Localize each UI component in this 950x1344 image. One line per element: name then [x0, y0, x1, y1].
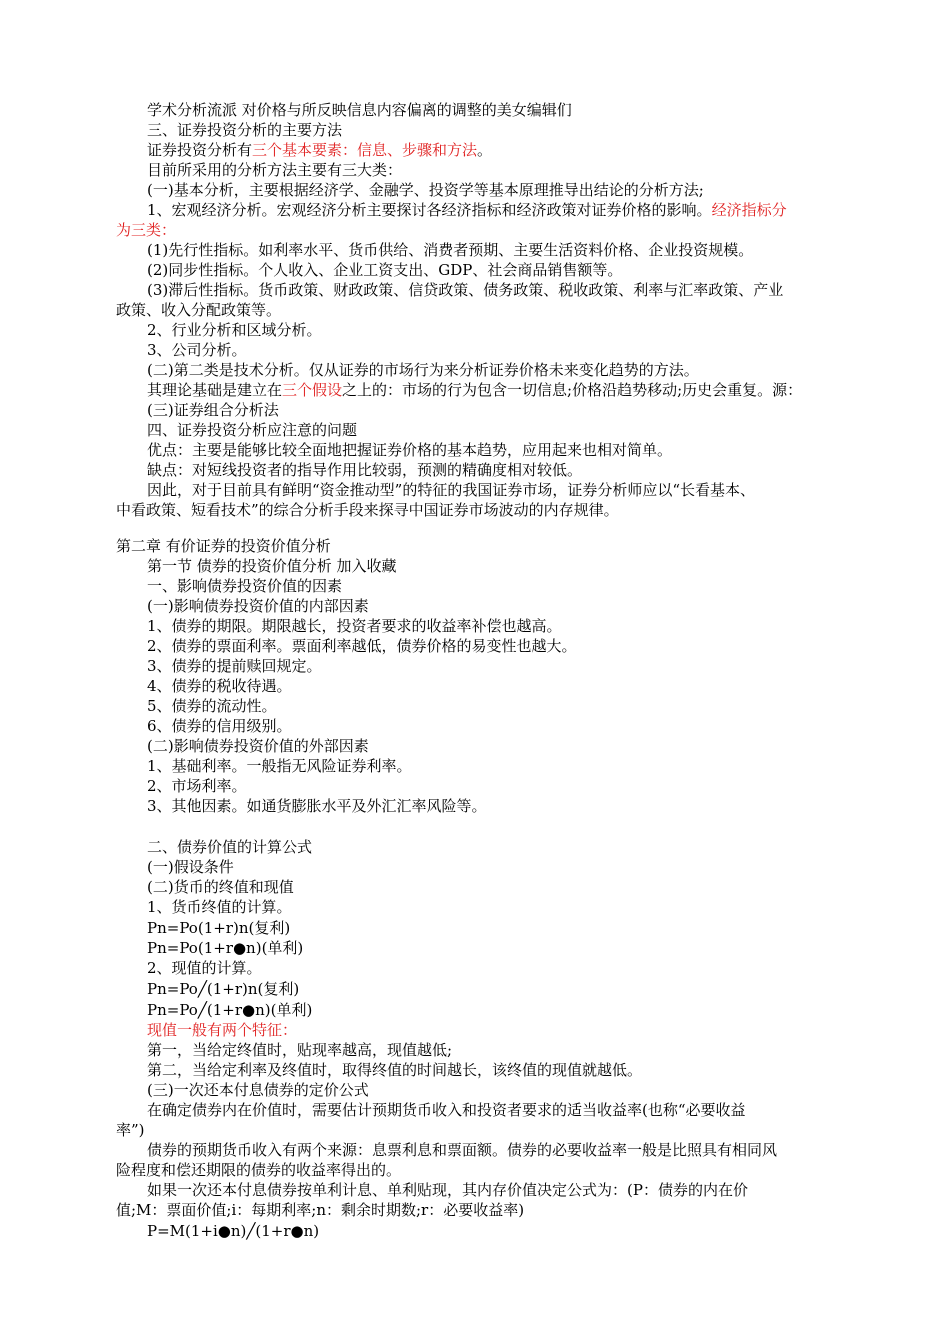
text-run: 第二章 有价证券的投资价值分析 [116, 537, 331, 555]
text-line [116, 1160, 401, 1180]
text-run: Pn=Po(1+r●n)(单利) [147, 939, 304, 957]
text-line [147, 400, 279, 420]
text-run: 之上的：市场的行为包含一切信息;价格沿趋势移动;历史会重复。源： [342, 381, 803, 399]
text-line [147, 897, 292, 917]
text-line [147, 857, 234, 877]
text-run: (三)一次还本付息债券的定价公式 [147, 1081, 369, 1099]
text-run: 目前所采用的分析方法主要有三大类： [147, 161, 403, 179]
text-run: (一)假设条件 [147, 858, 234, 876]
text-line [147, 616, 562, 636]
text-line [147, 796, 487, 816]
text-line [147, 1060, 642, 1080]
text-run: Pn=Po╱(1+r)n(复利) [147, 980, 300, 998]
text-line [147, 1180, 748, 1200]
text-line [147, 958, 262, 978]
text-run: (1)先行性指标。如利率水平、货币供给、消费者预期、主要生活资料价格、企业投资规模。 [147, 241, 754, 259]
text-line [147, 776, 247, 796]
text-line [116, 500, 619, 520]
text-line [147, 140, 492, 160]
text-line [147, 676, 292, 696]
text-run: 险程度和偿还期限的债券的收益率得出的。 [116, 1161, 402, 1179]
text-line [147, 100, 572, 120]
text-run: 1、货币终值的计算。 [147, 898, 292, 916]
text-run: 如果一次还本付息债券按单利计息、单利贴现，其内存价值决定公式为：(P：债券的内在价 [147, 1181, 748, 1199]
highlighted-text: 现值一般有两个特征： [147, 1021, 298, 1039]
text-line [116, 1120, 145, 1140]
section-heading [147, 420, 357, 440]
section-heading [147, 120, 342, 140]
text-run: (二)第二类是技术分析。仅从证券的市场行为来分析证券价格未来变化趋势的方法。 [147, 361, 699, 379]
text-line [147, 320, 322, 340]
text-line [116, 300, 281, 320]
section-heading [147, 556, 397, 576]
formula-line [147, 918, 290, 938]
text-line [147, 756, 412, 776]
text-run: Pn=Po(1+r)n(复利) [147, 919, 291, 937]
text-run: 缺点：对短线投资者的指导作用比较弱，预测的精确度相对较低。 [147, 461, 583, 479]
highlighted-text: 为三类： [116, 221, 177, 239]
text-line [147, 636, 577, 656]
text-run: 率”) [116, 1121, 145, 1139]
text-line [147, 716, 292, 736]
text-run: 6、债券的信用级别。 [147, 717, 292, 735]
text-run: 1、基础利率。一般指无风险证券利率。 [147, 757, 412, 775]
text-run: 2、市场利率。 [147, 777, 247, 795]
text-run: 值;M：票面价值;i：每期利率;n：剩余时期数;r：必要收益率) [116, 1201, 525, 1219]
text-run: 其理论基础是建立在 [147, 381, 283, 399]
text-line [147, 480, 755, 500]
text-run: 二、债券价值的计算公式 [147, 838, 313, 856]
text-run: (一)影响债券投资价值的内部因素 [147, 597, 369, 615]
text-run: (2)同步性指标。个人收入、企业工资支出、GDP、社会商品销售额等。 [147, 261, 623, 279]
text-line [147, 340, 247, 360]
chapter-heading [116, 536, 331, 556]
text-run: 1、债券的期限。期限越长，投资者要求的收益率补偿也越高。 [147, 617, 562, 635]
text-line [147, 440, 672, 460]
text-line [147, 1100, 746, 1120]
text-run: 在确定债券内在价值时，需要估计预期货币收入和投资者要求的适当收益率(也称“必要收益 [147, 1101, 746, 1119]
text-run: 。 [477, 141, 493, 159]
text-run: 第二，当给定利率及终值时，取得终值的时间越长，该终值的现值就越低。 [147, 1061, 643, 1079]
text-line [147, 160, 402, 180]
text-line [147, 1020, 297, 1040]
text-line [147, 877, 294, 897]
text-line [116, 1200, 524, 1220]
text-line [147, 200, 787, 220]
text-run: (二)货币的终值和现值 [147, 878, 294, 896]
text-run: 证券投资分析有 [147, 141, 253, 159]
formula-line [147, 1221, 319, 1241]
text-run: 2、现值的计算。 [147, 959, 262, 977]
formula-line [147, 1000, 312, 1020]
text-run: 四、证券投资分析应注意的问题 [147, 421, 358, 439]
text-run: (三)证券组合分析法 [147, 401, 279, 419]
text-line [147, 280, 783, 300]
text-run: 3、其他因素。如通货膨胀水平及外汇汇率风险等。 [147, 797, 487, 815]
text-run: 1、宏观经济分析。宏观经济分析主要探讨各经济指标和经济政策对证券价格的影响。 [147, 201, 712, 219]
text-line [147, 1040, 452, 1060]
text-run: 中看政策、短看技术”的综合分析手段来探寻中国证券市场波动的内存规律。 [116, 501, 619, 519]
text-run: P=M(1+i●n)╱(1+r●n) [147, 1222, 320, 1240]
text-line [147, 240, 753, 260]
text-line [147, 460, 582, 480]
text-run: 3、公司分析。 [147, 341, 247, 359]
text-line [147, 596, 369, 616]
section-heading [147, 576, 342, 596]
highlighted-text: 三个基本要素：信息、步骤和方法 [252, 141, 478, 159]
text-run: (二)影响债券投资价值的外部因素 [147, 737, 369, 755]
text-run: 债券的预期货币收入有两个来源：息票利息和票面额。债券的必要收益率一般是比照具有相同风 [147, 1141, 778, 1159]
formula-line [147, 979, 299, 999]
text-run: 一、影响债券投资价值的因素 [147, 577, 343, 595]
highlighted-text: 三个假设 [282, 381, 343, 399]
text-run: 4、债券的税收待遇。 [147, 677, 292, 695]
text-run: Pn=Po╱(1+r●n)(单利) [147, 1001, 313, 1019]
text-run: 因此，对于目前具有鲜明“资金推动型”的特征的我国证券市场，证券分析师应以“长看基本、 [147, 481, 756, 499]
text-line [147, 360, 699, 380]
text-run: 三、证券投资分析的主要方法 [147, 121, 343, 139]
formula-line [147, 938, 303, 958]
text-run: (3)滞后性指标。货币政策、财政政策、信贷政策、债务政策、税收政策、利率与汇率政策、产业 [147, 281, 784, 299]
text-run: 2、行业分析和区域分析。 [147, 321, 322, 339]
text-run: (一)基本分析，主要根据经济学、金融学、投资学等基本原理推导出结论的分析方法; [147, 181, 704, 199]
text-line [147, 380, 802, 400]
text-run: 政策、收入分配政策等。 [116, 301, 282, 319]
text-line [147, 656, 322, 676]
text-run: 第一，当给定终值时，贴现率越高，现值越低; [147, 1041, 453, 1059]
highlighted-text: 经济指标分 [711, 201, 787, 219]
text-line [147, 736, 369, 756]
text-line [147, 1140, 777, 1160]
text-line [116, 220, 176, 240]
text-run: 2、债券的票面利率。票面利率越低，债券价格的易变性也越大。 [147, 637, 577, 655]
text-run: 学术分析流派 对价格与所反映信息内容偏离的调整的美女编辑们 [147, 101, 572, 119]
text-run: 第一节 债券的投资价值分析 加入收藏 [147, 557, 397, 575]
section-heading [147, 837, 312, 857]
text-run: 优点：主要是能够比较全面地把握证券价格的基本趋势，应用起来也相对简单。 [147, 441, 673, 459]
text-run: 5、债券的流动性。 [147, 697, 277, 715]
text-line [147, 180, 704, 200]
text-line [147, 260, 622, 280]
text-line [147, 696, 277, 716]
text-run: 3、债券的提前赎回规定。 [147, 657, 322, 675]
text-line [147, 1080, 369, 1100]
